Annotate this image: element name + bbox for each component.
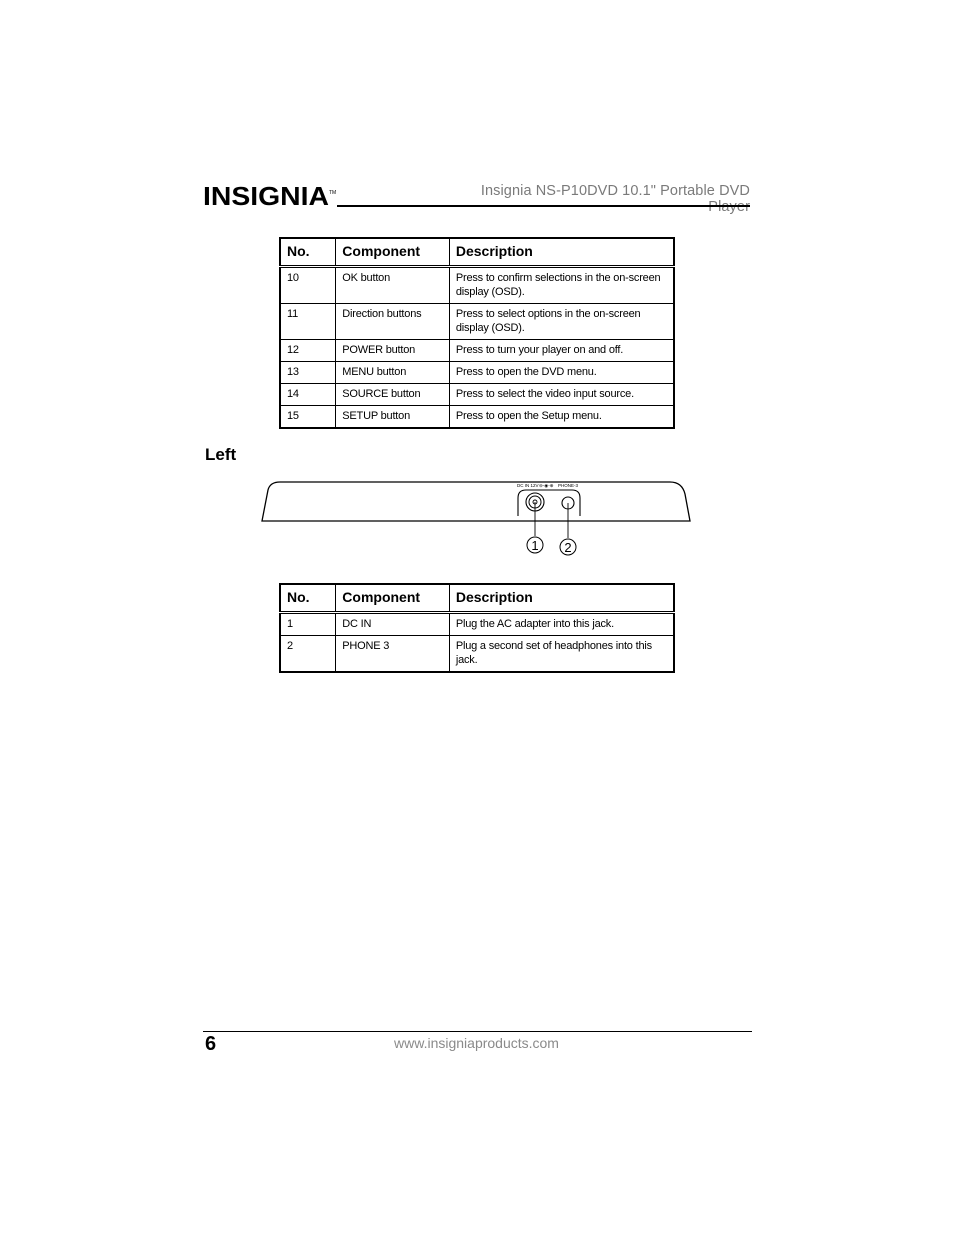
column-header-component: Component bbox=[336, 584, 450, 613]
cell-no: 1 bbox=[280, 613, 336, 636]
dc-in-label: DC IN 12V bbox=[517, 483, 539, 488]
cell-component: PHONE 3 bbox=[336, 636, 450, 673]
page-number: 6 bbox=[205, 1033, 217, 1055]
player-body-outline bbox=[262, 482, 690, 521]
left-side-diagram bbox=[258, 476, 698, 562]
cell-component: POWER button bbox=[336, 340, 450, 362]
table-header-row bbox=[280, 238, 674, 267]
table-row bbox=[280, 304, 674, 340]
jack-housing bbox=[518, 490, 580, 516]
table-row bbox=[280, 384, 674, 406]
column-header-component: Component bbox=[336, 238, 450, 267]
component-table-left bbox=[279, 583, 675, 673]
cell-description: Press to confirm selections in the on-screen display (OSD). bbox=[449, 267, 674, 304]
insignia-logo bbox=[203, 176, 335, 216]
header-rule bbox=[337, 205, 750, 207]
table-row bbox=[280, 340, 674, 362]
footer-url[interactable]: www.insigniaproducts.com bbox=[394, 1035, 559, 1051]
table-header-row bbox=[280, 584, 674, 613]
cell-description: Press to select the video input source. bbox=[449, 384, 674, 406]
section-heading-left: Left bbox=[205, 445, 237, 464]
footer-rule bbox=[203, 1031, 752, 1032]
logo-graphic bbox=[203, 176, 335, 216]
cell-component: MENU button bbox=[336, 362, 450, 384]
table-row bbox=[280, 613, 674, 636]
cell-component: OK button bbox=[336, 267, 450, 304]
table-row bbox=[280, 406, 674, 429]
column-header-no: No. bbox=[280, 238, 336, 267]
cell-description: Plug the AC adapter into this jack. bbox=[449, 613, 674, 636]
column-header-no: No. bbox=[280, 584, 336, 613]
cell-component: SOURCE button bbox=[336, 384, 450, 406]
logo-text: INSIGNIA bbox=[203, 181, 330, 211]
callout-1: 1 bbox=[531, 538, 539, 553]
cell-no: 11 bbox=[280, 304, 336, 340]
cell-no: 15 bbox=[280, 406, 336, 429]
cell-no: 2 bbox=[280, 636, 336, 673]
cell-no: 12 bbox=[280, 340, 336, 362]
callout-2: 2 bbox=[564, 540, 572, 555]
cell-no: 13 bbox=[280, 362, 336, 384]
table-row bbox=[280, 267, 674, 304]
cell-description: Plug a second set of headphones into this jack. bbox=[455, 640, 652, 666]
cell-component: Direction buttons bbox=[336, 304, 450, 340]
cell-no: 14 bbox=[280, 384, 336, 406]
cell-component: SETUP button bbox=[336, 406, 450, 429]
cell-component: DC IN bbox=[336, 613, 450, 636]
phone-label: PHONE-3 bbox=[558, 483, 579, 488]
cell-description: Press to open the DVD menu. bbox=[449, 362, 674, 384]
svg-text:TM: TM bbox=[329, 190, 337, 196]
column-header-description: Description bbox=[449, 584, 674, 613]
column-header-description: Description bbox=[449, 238, 674, 267]
player-left-side-illustration bbox=[258, 476, 698, 562]
svg-text:⊖-◉-⊕: ⊖-◉-⊕ bbox=[539, 483, 554, 488]
component-table-front bbox=[279, 237, 675, 429]
document-title: Insignia NS-P10DVD 10.1" Portable DVD Player bbox=[480, 183, 750, 215]
cell-no: 10 bbox=[280, 267, 336, 304]
cell-description: Press to select options in the on-screen display (OSD). bbox=[449, 304, 674, 340]
table-row bbox=[280, 636, 674, 673]
cell-description: Press to turn your player on and off. bbox=[449, 340, 674, 362]
cell-description: Press to open the Setup menu. bbox=[455, 410, 602, 422]
table-row bbox=[280, 362, 674, 384]
